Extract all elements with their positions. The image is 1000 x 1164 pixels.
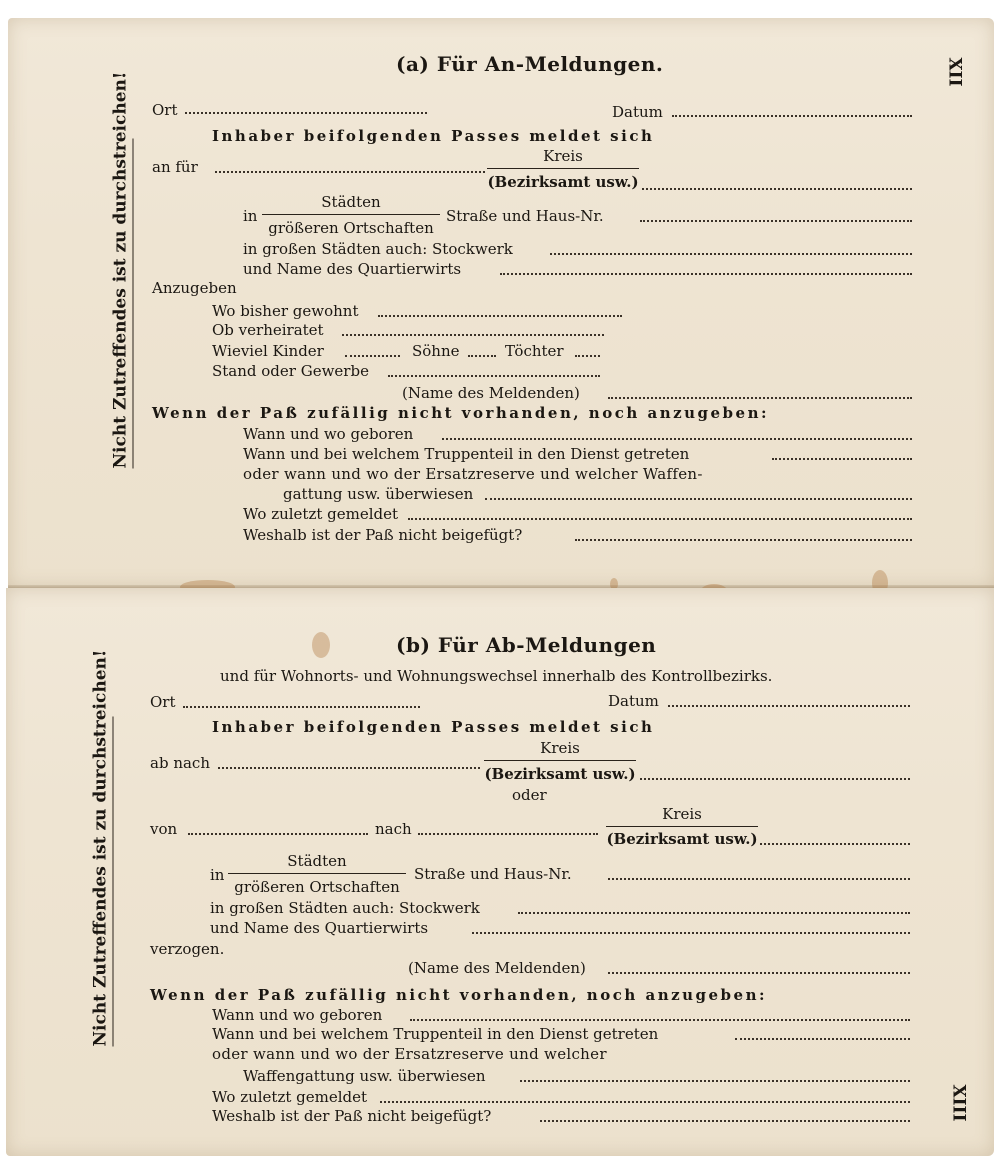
stockwerk-field-a[interactable] [550,253,912,255]
ort-label-a: Ort [152,101,178,119]
staedten-label-a: Städten [321,193,381,211]
toechter-label: Töchter [505,342,564,360]
zuletzt-field-a[interactable] [408,518,912,520]
quartierwirt-label-a: und Name des Quartierwirts [243,260,462,278]
ab-nach-label: ab nach [150,754,210,772]
fraction-rule [262,214,440,215]
anzugeben-label: Anzugeben [152,279,237,297]
verheiratet-field[interactable] [342,334,604,336]
name-meldenden-a: (Name des Meldenden) [402,384,580,402]
kreis-label-a: Kreis [543,147,583,165]
stain [312,632,330,658]
pass-nicht-a: Wenn der Paß zufällig nicht vorhanden, noch anzugeben: [152,404,770,422]
soehne-label: Söhne [412,342,460,360]
stockwerk-field-b[interactable] [518,912,910,914]
in-label-b: in [210,866,225,884]
gattung-field-b[interactable] [520,1080,910,1082]
ersatzreserve-label-a: oder wann und wo der Ersatzreserve und welcher Waffen- [243,465,703,483]
truppenteil-field-b[interactable] [735,1038,910,1040]
fraction-rule [228,873,406,874]
truppenteil-field-a[interactable] [772,458,912,460]
intro-b: Inhaber beifolgenden Passes meldet sich [212,718,655,736]
stockwerk-label-b: in großen Städten auch: Stockwerk [210,899,480,917]
nach-label: nach [375,820,412,838]
groesseren-label-b: größeren Ortschaften [234,878,400,896]
gattung-label-b: Waffengattung usw. überwiesen [243,1067,486,1085]
strasse-label-a: Straße und Haus-Nr. [446,207,604,225]
stockwerk-label-a: in großen Städten auch: Stockwerk [243,240,513,258]
von-field[interactable] [188,833,368,835]
zuletzt-label-b: Wo zuletzt gemeldet [212,1088,368,1106]
stand-label: Stand oder Gewerbe [212,362,369,380]
toechter-field[interactable] [575,355,600,357]
bezirksamt-label-b: (Bezirksamt usw.) [484,765,636,783]
kreis2-label-b: Kreis [662,805,702,823]
kreis-label-b: Kreis [540,739,580,757]
page-number-a: XII [944,57,965,87]
ort-field-a[interactable] [185,112,427,114]
truppenteil-label-a: Wann und bei welchem Truppenteil in den Dienst getreten [243,445,690,463]
ort-label-b: Ort [150,693,176,711]
strasse-label-b: Straße und Haus-Nr. [414,865,572,883]
quartierwirt-field-a[interactable] [500,273,912,275]
gattung-field-a[interactable] [485,498,912,500]
name-meldenden-b: (Name des Meldenden) [408,959,586,977]
weshalb-label-b: Weshalb ist der Paß nicht beigefügt? [212,1107,492,1125]
page-number-b: XIII [948,1084,969,1122]
ersatzreserve-label-b: oder wann und wo der Ersatzreserve und welcher [212,1045,607,1063]
heading-a: (a) Für An-Meldungen. [396,52,664,76]
ab-nach-field[interactable] [218,767,480,769]
groesseren-label-a: größeren Ortschaften [268,219,434,237]
bezirksamt2-label-b: (Bezirksamt usw.) [606,830,758,848]
geboren-label-b: Wann und wo geboren [212,1006,383,1024]
stand-field[interactable] [388,375,600,377]
kinder-label: Wieviel Kinder [212,342,324,360]
oder-label-b: oder [512,786,547,804]
zuletzt-field-b[interactable] [380,1101,910,1103]
geboren-label-a: Wann und wo geboren [243,425,414,443]
gattung-label-a: gattung usw. überwiesen [283,485,474,503]
fraction-rule [484,760,636,761]
bisher-field[interactable] [378,315,622,317]
staedten-label-b: Städten [287,852,347,870]
geboren-field-a[interactable] [442,438,912,440]
geboren-field-b[interactable] [410,1019,910,1021]
heading-b: (b) Für Ab-Meldungen [396,633,657,657]
weshalb-field-a[interactable] [575,539,912,541]
an-fuer-label: an für [152,158,198,176]
verheiratet-label: Ob verheiratet [212,321,324,339]
in-label-a: in [243,207,258,225]
name-meldenden-field-a[interactable] [608,397,912,399]
bezirksamt-label-a: (Bezirksamt usw.) [487,173,639,191]
verzogen-label: verzogen. [150,940,225,958]
kinder-field[interactable] [345,355,400,357]
weshalb-label-a: Weshalb ist der Paß nicht beigefügt? [243,526,523,544]
side-note-a: Nicht Zutreffendes ist zu durchstreichen! [111,139,134,469]
truppenteil-label-b: Wann und bei welchem Truppenteil in den Dienst getreten [212,1025,659,1043]
quartierwirt-label-b: und Name des Quartierwirts [210,919,429,937]
kreis2-field-b[interactable] [760,843,910,845]
pass-nicht-b: Wenn der Paß zufällig nicht vorhanden, noch anzugeben: [150,986,768,1004]
nach-field[interactable] [418,833,598,835]
kreis-field-a[interactable] [642,188,912,190]
datum-label-a: Datum [612,103,663,121]
kreis-field-b[interactable] [640,778,910,780]
fraction-rule [487,168,639,169]
quartierwirt-field-b[interactable] [472,932,910,934]
datum-field-b[interactable] [668,705,910,707]
an-fuer-field[interactable] [215,171,485,173]
subheading-b: und für Wohnorts- und Wohnungswechsel innerhalb des Kontrollbezirks. [220,667,773,685]
side-note-b: Nicht Zutreffendes ist zu durchstreichen! [91,717,114,1047]
intro-a: Inhaber beifolgenden Passes meldet sich [212,127,655,145]
bisher-label: Wo bisher gewohnt [212,302,359,320]
soehne-field[interactable] [468,355,496,357]
zuletzt-label-a: Wo zuletzt gemeldet [243,505,399,523]
strasse-field-b[interactable] [608,878,910,880]
ort-field-b[interactable] [183,706,420,708]
name-meldenden-field-b[interactable] [608,972,910,974]
datum-label-b: Datum [608,692,659,710]
strasse-field-a[interactable] [640,220,912,222]
fraction-rule [606,826,758,827]
datum-field-a[interactable] [672,115,912,117]
von-label: von [150,820,178,838]
weshalb-field-b[interactable] [540,1120,910,1122]
